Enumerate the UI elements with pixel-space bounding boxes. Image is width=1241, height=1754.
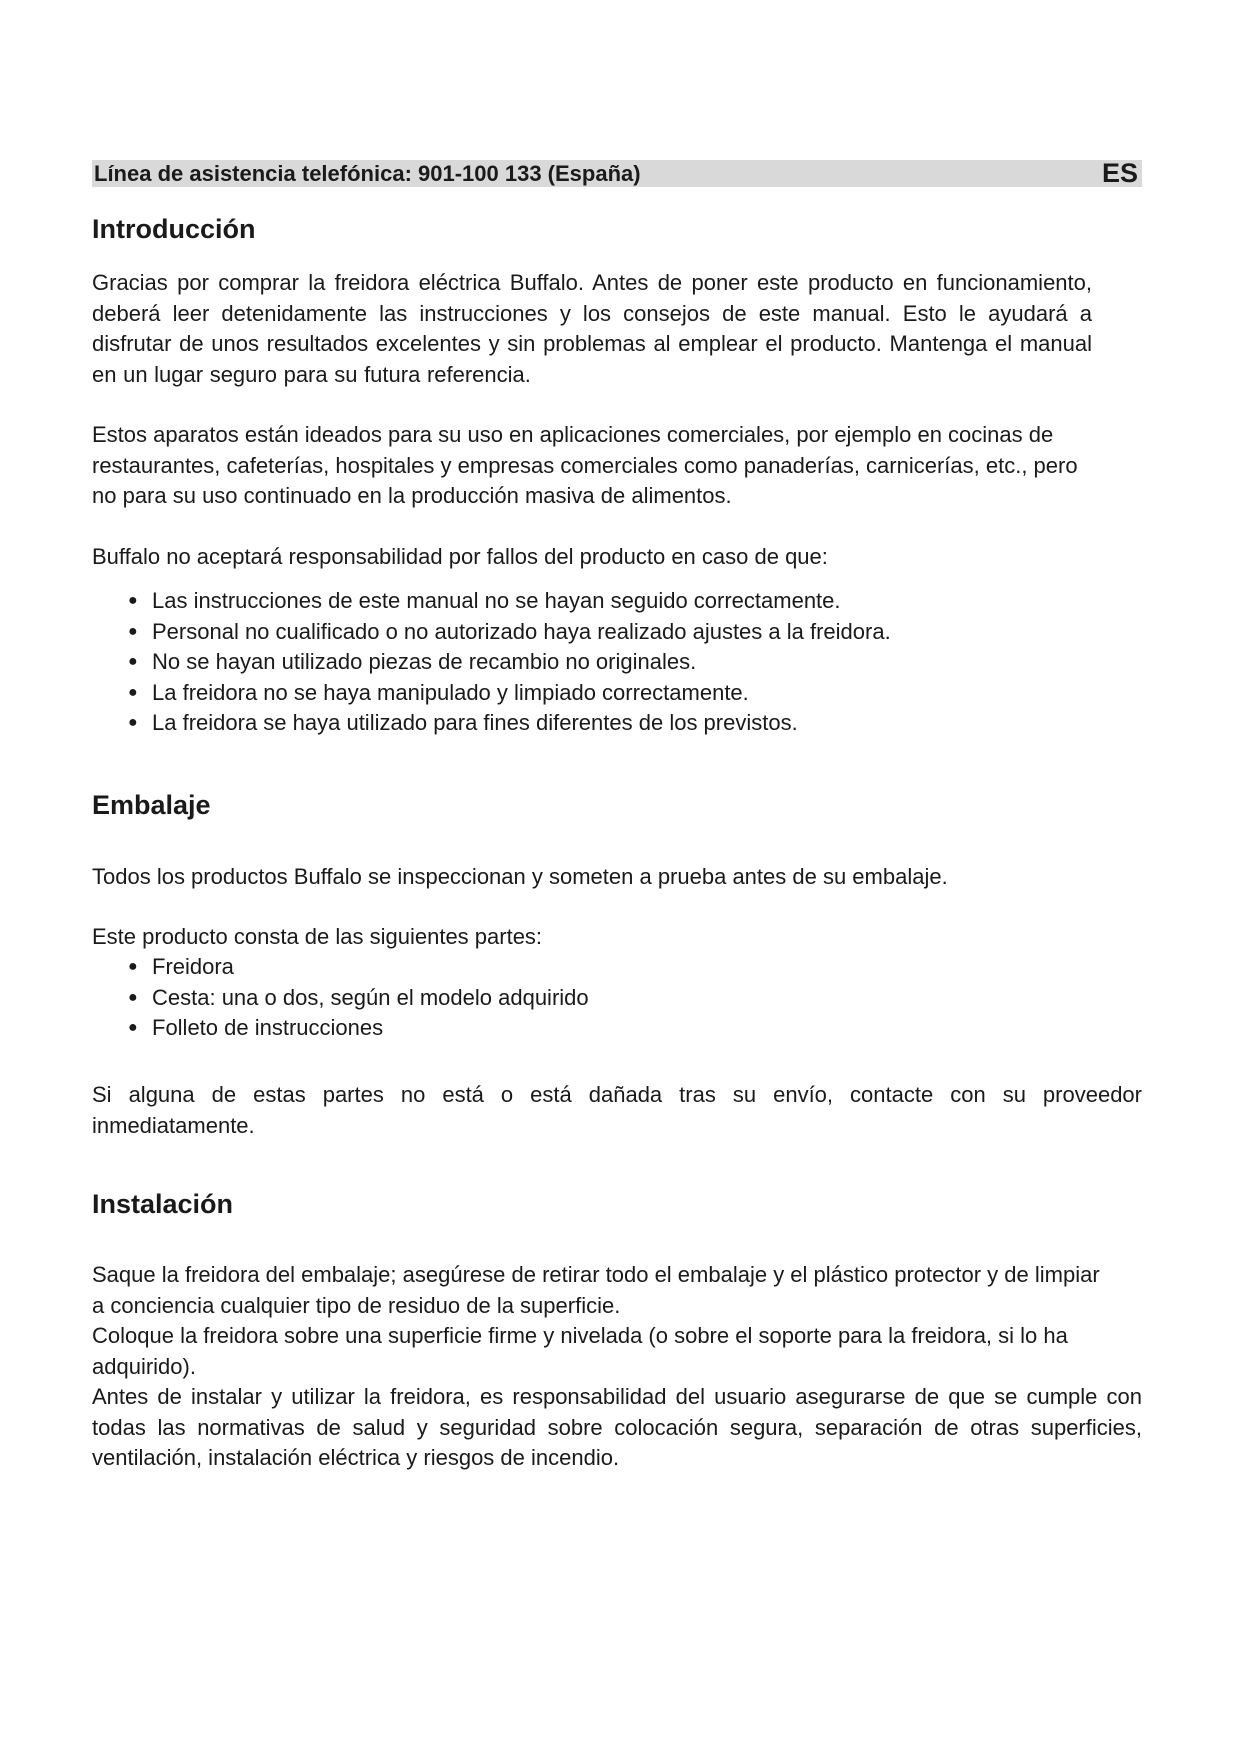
embalaje-list <box>92 952 1142 1044</box>
list-item <box>128 647 1142 678</box>
list-item-text: Folleto de instrucciones <box>152 1015 384 1040</box>
list-item-text: La freidora se haya utilizado para fines diferentes de los previstos. <box>152 710 798 735</box>
embalaje-heading: Embalaje <box>92 790 211 820</box>
embalaje-text-2: Este producto consta de las siguientes partes: <box>92 924 543 949</box>
list-item <box>128 983 1142 1014</box>
embalaje-paragraph-3 <box>92 1080 1142 1141</box>
introduccion-paragraph-3 <box>92 542 1142 573</box>
introduccion-text-2: Estos aparatos están ideados para su uso en aplicaciones comerciales, por ejemplo en cocinas de restaurantes, cafeterías, hospitales y empresas comerciales como panaderías, carnicerías, etc., pero no para su uso continuado en la producción masiva de alimentos. <box>92 422 1078 508</box>
instalacion-heading: Instalación <box>92 1189 234 1219</box>
instalacion-text-1: Saque la freidora del embalaje; asegúrese de retirar todo el embalaje y el plástico protector y de limpiar a conciencia cualquier tipo de residuo de la superficie. <box>92 1262 1100 1318</box>
list-item <box>128 586 1142 617</box>
embalaje-text-3: Si alguna de estas partes no está o está dañada tras su envío, contacte con su proveedor inmediatamente. <box>92 1082 1142 1138</box>
bullet-icon: ● <box>128 988 138 1006</box>
list-item-text: Personal no cualificado o no autorizado haya realizado ajustes a la freidora. <box>152 618 891 644</box>
list-item-text: Cesta: una o dos, según el modelo adquirido <box>152 984 589 1010</box>
list-item <box>128 708 1142 739</box>
manual-page <box>92 158 1142 1470</box>
bullet-icon: ● <box>128 622 138 640</box>
embalaje-paragraph-2 <box>92 922 1142 953</box>
list-item-text: Freidora <box>152 954 234 979</box>
introduccion-heading: Introducción <box>92 214 256 244</box>
list-item <box>128 952 1142 983</box>
introduccion-text-1: Gracias por comprar la freidora eléctrica Buffalo. Antes de poner este producto en funcionamiento, deberá leer detenidamente las instrucciones y los consejos de este manual. Esto le ayudará a disfrutar de unos resultados excelentes y sin problemas al emplear el producto. Mantenga el manual en un lugar seguro para su futura referencia. <box>92 270 1092 387</box>
instalacion-text-2: Coloque la freidora sobre una superficie firme y nivelada (o sobre el soporte para la freidora, si lo ha adquirido). <box>92 1323 1068 1379</box>
instalacion-paragraph-1 <box>92 1260 1102 1321</box>
introduccion-paragraph-1 <box>92 268 1092 390</box>
embalaje-text-1: Todos los productos Buffalo se inspeccionan y someten a prueba antes de su embalaje. <box>92 864 948 889</box>
list-item <box>128 1013 1142 1044</box>
list-item <box>128 678 1142 709</box>
introduccion-list <box>92 586 1142 739</box>
bullet-icon: ● <box>128 1019 138 1036</box>
list-item-text: No se hayan utilizado piezas de recambio no originales. <box>152 649 697 674</box>
instalacion-text-3: Antes de instalar y utilizar la freidora, es responsabilidad del usuario asegurarse de que se cumple con todas las normativas de salud y seguridad sobre colocación segura, separación de otras superficies, ventilación, instalación eléctrica y riesgos de incendio. <box>92 1384 1142 1470</box>
list-item-text: Las instrucciones de este manual no se hayan seguido correctamente. <box>152 588 841 613</box>
introduccion-text-3: Buffalo no aceptará responsabilidad por fallos del producto en caso de que: <box>92 544 828 569</box>
helpline-header-bar <box>92 160 1142 187</box>
bullet-icon: ● <box>128 714 138 731</box>
helpline-text: Línea de asistencia telefónica: 901-100 133 (España) <box>94 161 641 186</box>
list-item-text: La freidora no se haya manipulado y limpiado correctamente. <box>152 679 749 705</box>
section-introduccion <box>92 212 1142 246</box>
instalacion-paragraph-2 <box>92 1321 1102 1382</box>
bullet-icon: ● <box>128 592 138 609</box>
embalaje-paragraph-1 <box>92 862 1142 893</box>
section-embalaje <box>92 788 1142 822</box>
section-instalacion <box>92 1187 1142 1221</box>
language-code: ES <box>1101 158 1138 188</box>
introduccion-paragraph-2 <box>92 420 1082 512</box>
instalacion-paragraph-3 <box>92 1382 1142 1474</box>
bullet-icon: ● <box>128 958 138 975</box>
bullet-icon: ● <box>128 653 138 670</box>
bullet-icon: ● <box>128 683 138 701</box>
list-item <box>128 617 1142 648</box>
